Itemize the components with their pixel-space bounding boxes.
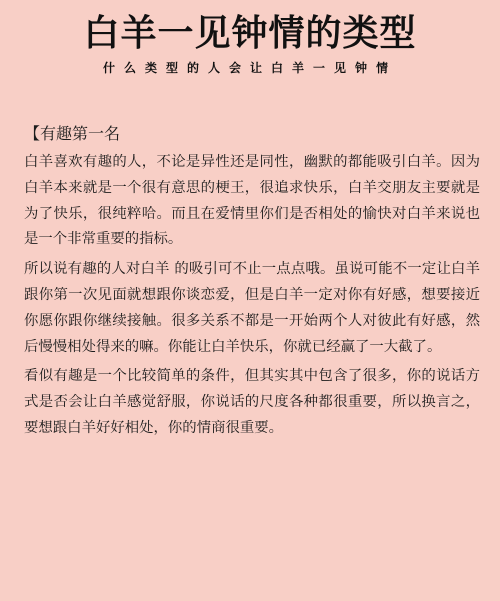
page-title: 白羊一见钟情的类型 [83, 13, 417, 54]
paragraph-2: 所以说有趣的人对白羊 的吸引可不止一点点哦。虽说可能不一定让白羊跟你第一次见面就想跟你谈恋爱，但是白羊一定对你有好感，想要接近你愿你跟你继续接触。很多关系不都是一开始两个人对彼此有好感，然后慢慢相处得来的嘛。你能让白羊快乐，你就已经赢了一大截了。 [24, 261, 480, 355]
paragraph-3: 看似有趣是一个比较简单的条件，但其实其中包含了很多，你的说话方式是否会让白羊感觉舒服，你说话的尺度各种都很重要，所以换言之，要想跟白羊好好相处，你的情商很重要。 [24, 368, 480, 436]
paragraph-1: 白羊喜欢有趣的人，不论是异性还是同性，幽默的都能吸引白羊。因为白羊本来就是一个很有意思的梗王，很追求快乐，白羊交朋友主要就是为了快乐，很纯粹哈。而且在爱情里你们是否相处的愉快对白羊来说也是一个非常重要的指标。 [24, 154, 480, 248]
article-body [24, 124, 480, 446]
page-subtitle: 什么类型的人会让白羊一见钟情 [102, 61, 397, 75]
section-heading: 【有趣第一名 [24, 124, 121, 143]
